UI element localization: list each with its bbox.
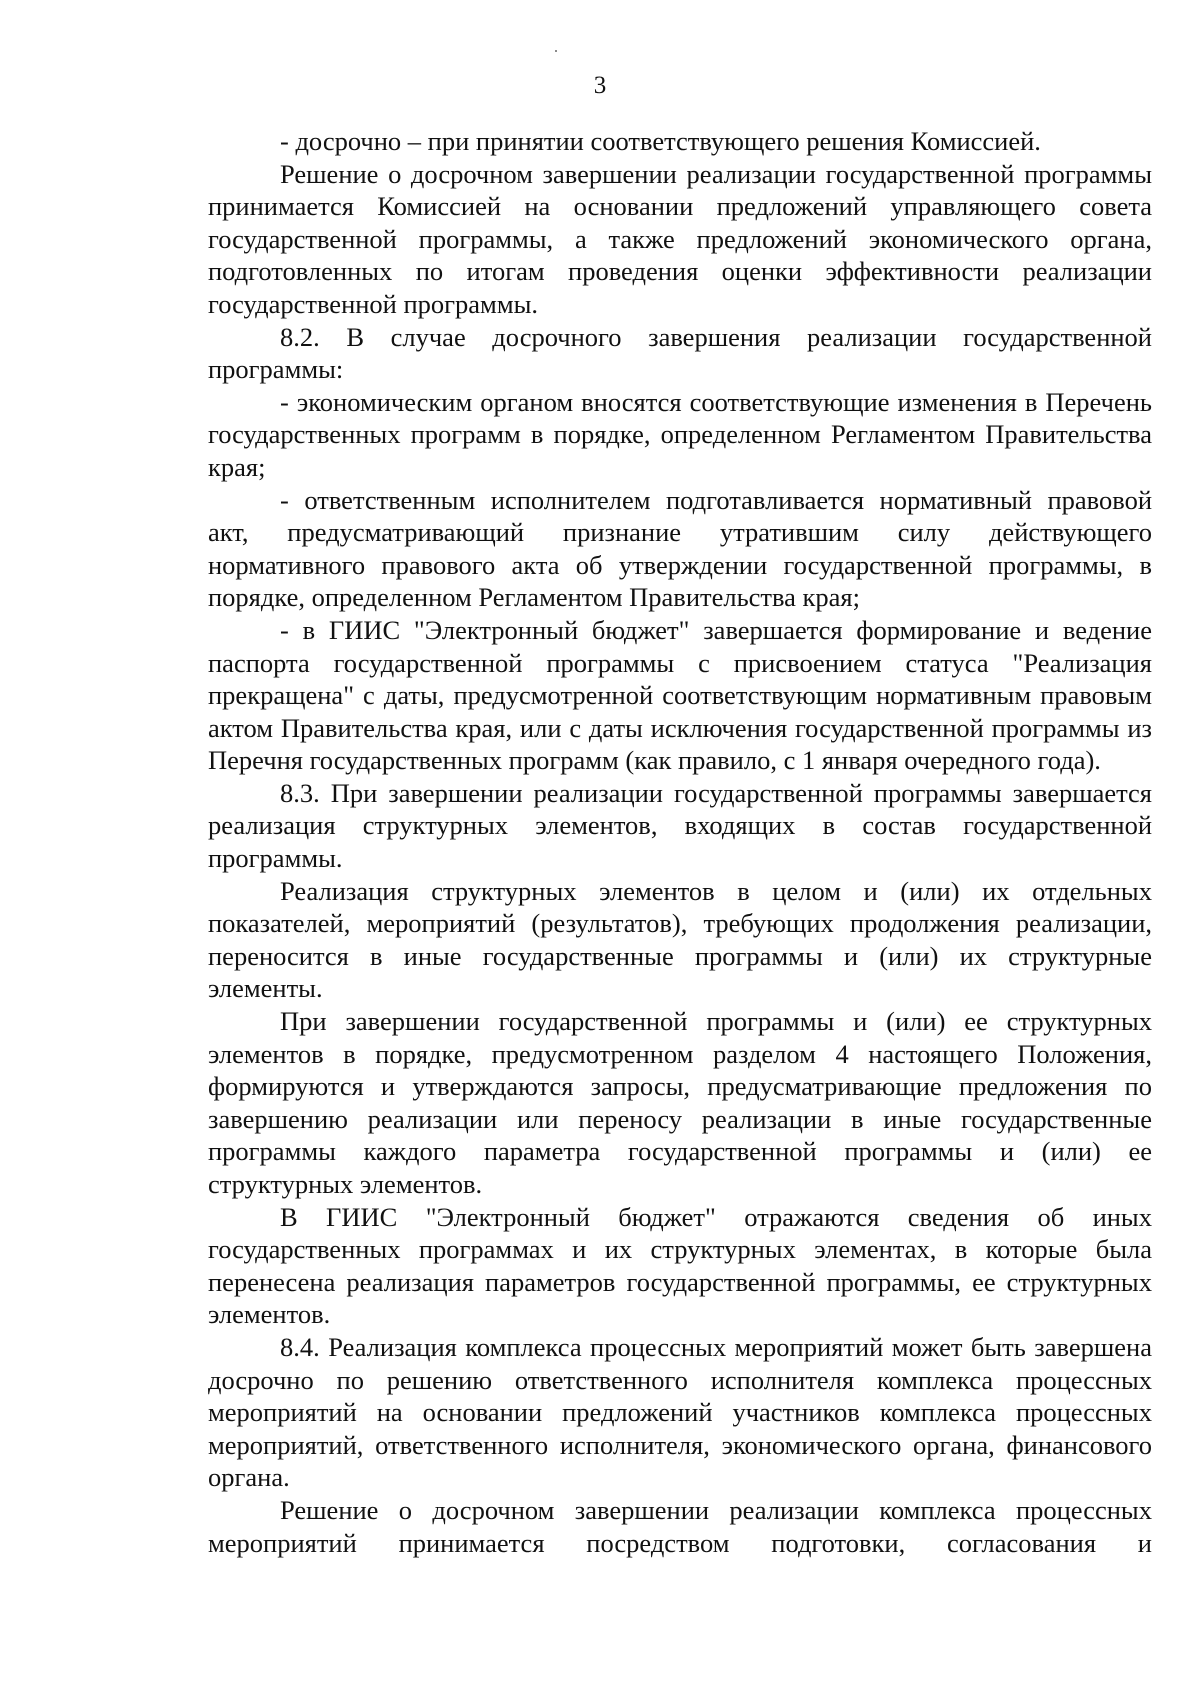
document-body <box>208 125 1152 1559</box>
paragraph: Решение о досрочном завершении реализации государственной программы принимается Комиссией на основании предложений управляющего совета государственной программы, а также предложений экономического органа, подготовленных по итогам проведения оценки эффективности реализации государственной программы. <box>208 158 1152 319</box>
page-number: 3 <box>593 72 607 99</box>
paragraph: - ответственным исполнителем подготавливается нормативный правовой акт, предусматривающий признание утратившим силу действующего нормативного правового акта об утверждении государственной программы, в порядке, определенном Регламентом Правительства края; <box>208 484 1152 613</box>
paragraph: В ГИИС "Электронный бюджет" отражаются сведения об иных государственных программах и их структурных элементах, в которые была перенесена реализация параметров государственной программы, ее структурных элементов. <box>208 1201 1152 1330</box>
paragraph: При завершении государственной программы и (или) ее структурных элементов в порядке, предусмотренном разделом 4 настоящего Положения, формируются и утверждаются запросы, предусматривающие предложения по завершению реализации или переносу реализации в иные государственные программы каждого параметра государственной программы и (или) ее структурных элементов. <box>208 1006 1152 1199</box>
paragraph: 8.4. Реализация комплекса процессных мероприятий может быть завершена досрочно по решению ответственного исполнителя комплекса процессных мероприятий на основании предложений участников комплекса процессных мероприятий, ответственного исполнителя, экономического органа, финансового органа. <box>208 1331 1152 1493</box>
paragraph: Реализация структурных элементов в целом и (или) их отдельных показателей, мероприятий (результатов), требующих продолжения реализации, переносится в иные государственные программы и (или) их структурные элементы. <box>208 875 1152 1004</box>
paragraph: 8.2. В случае досрочного завершения реализации государственной программы: <box>208 321 1152 385</box>
paragraph: - досрочно – при принятии соответствующего решения Комиссией. <box>280 126 1041 156</box>
paragraph: - в ГИИС "Электронный бюджет" завершается формирование и ведение паспорта государственной программы с присвоением статуса "Реализация прекращена" с даты, предусмотренной соответствующим нормативным правовым актом Правительства края, или с даты исключения государственной программы из Перечня государственных программ (как правило, с 1 января очередного года). <box>208 614 1152 776</box>
scan-speck <box>555 50 557 52</box>
paragraph: - экономическим органом вносятся соответствующие изменения в Перечень государственных программ в порядке, определенном Регламентом Правительства края; <box>208 386 1152 482</box>
paragraph: 8.3. При завершении реализации государственной программы завершается реализация структурных элементов, входящих в состав государственной программы. <box>208 777 1152 874</box>
paragraph-continued: Решение о досрочном завершении реализации комплекса процессных мероприятий принимается посредством подготовки, согласования и <box>208 1494 1152 1558</box>
